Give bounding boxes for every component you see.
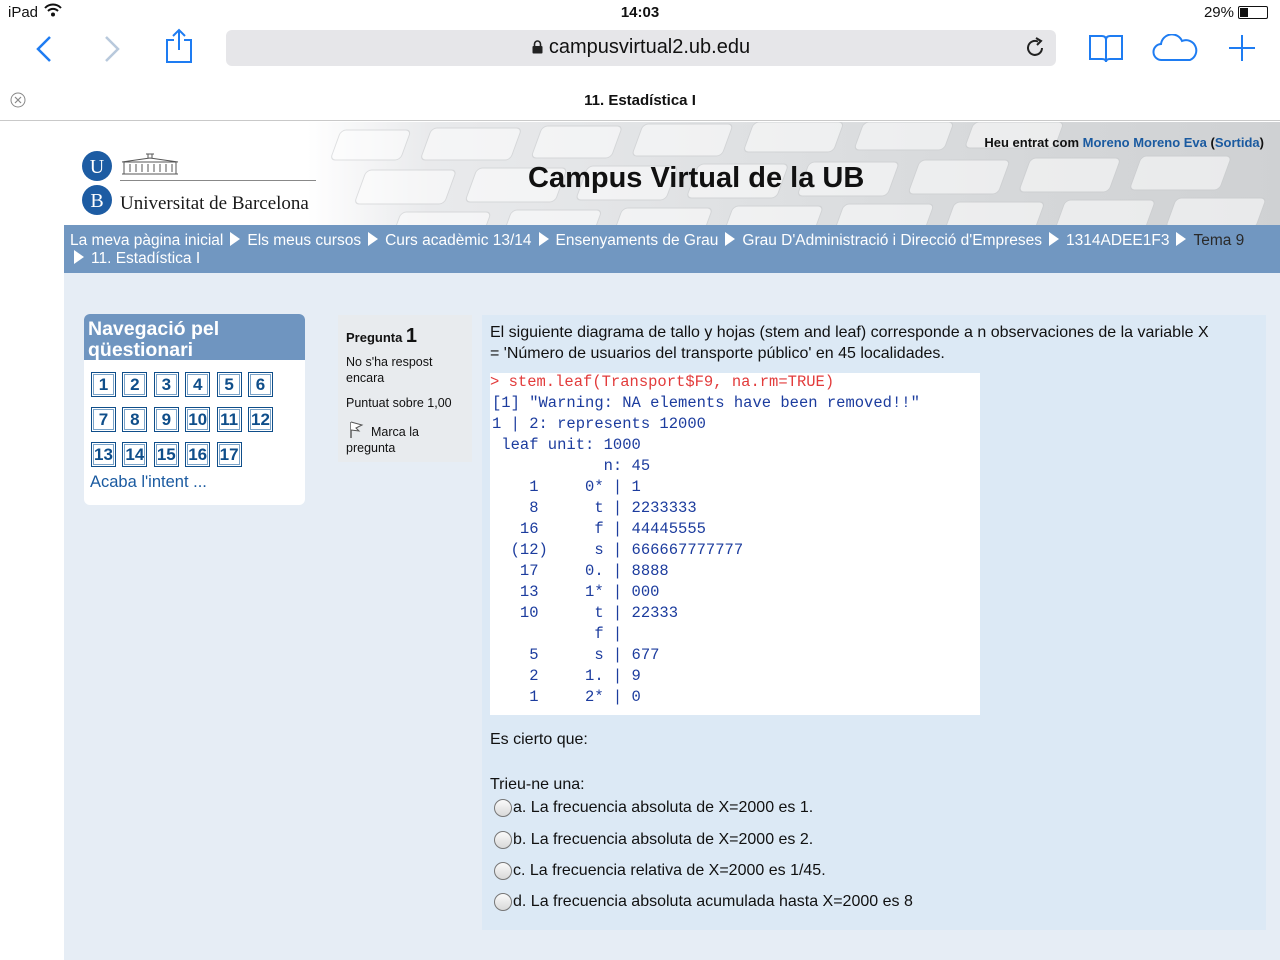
question-nav-button[interactable]: 3: [154, 372, 179, 397]
r-output-line: 1 2* | 0: [492, 688, 641, 706]
answer-option[interactable]: [494, 799, 813, 817]
r-output-line: 10 t | 22333: [492, 604, 679, 622]
logo-letter-b: B: [90, 190, 104, 212]
flag-label-2: pregunta: [346, 441, 396, 455]
plus-icon[interactable]: [1228, 34, 1256, 62]
url-text: campusvirtual2.ub.edu: [548, 36, 751, 58]
reload-icon[interactable]: [1024, 37, 1046, 59]
r-output-line: (12) s | 666667777777: [492, 541, 744, 559]
breadcrumb-academic-year[interactable]: Curs acadèmic 13/14: [385, 232, 532, 249]
quiz-navigation-title-1: Navegació pel: [88, 318, 220, 340]
site-title: Campus Virtual de la UB: [528, 162, 865, 194]
quiz-navigation-header: [84, 314, 305, 360]
breadcrumb-arrow-icon: [230, 232, 240, 246]
r-output-line: 2 1. | 9: [492, 667, 641, 685]
clock: 14:03: [620, 4, 660, 21]
breadcrumb-course-code[interactable]: 1314ADEE1F3: [1066, 232, 1170, 249]
breadcrumb-arrow-icon: [539, 232, 549, 246]
question-label: Pregunta: [346, 330, 403, 345]
question-nav-button[interactable]: 4: [185, 372, 210, 397]
breadcrumb-my-courses[interactable]: Els meus cursos: [247, 232, 362, 249]
r-output-line: 1 0* | 1: [492, 478, 641, 496]
question-nav-button[interactable]: 8: [122, 407, 147, 432]
breadcrumb-arrow-icon: [74, 250, 84, 264]
browser-toolbar: [0, 26, 1280, 82]
question-number: [346, 325, 417, 348]
question-nav-button[interactable]: 2: [122, 372, 147, 397]
answer-option-label: c. La frecuencia relativa de X=2000 es 1/45.: [513, 862, 826, 879]
question-marks: Puntuat sobre 1,00: [346, 396, 452, 410]
user-profile-link[interactable]: Moreno Moreno Eva: [1082, 135, 1207, 150]
r-output-image: [490, 373, 980, 715]
answer-option-label: b. La frecuencia absoluta de X=2000 es 2.: [513, 831, 814, 848]
logo-letter-u: U: [89, 156, 105, 178]
share-icon[interactable]: [164, 28, 194, 64]
choose-one-label: Trieu-ne una:: [490, 776, 585, 793]
university-name: Universitat de Barcelona: [120, 193, 309, 214]
battery-fill: [1240, 8, 1248, 17]
bookmarks-icon[interactable]: [1088, 32, 1124, 64]
breadcrumb: [64, 225, 1280, 273]
question-nav-button[interactable]: 11: [217, 407, 242, 432]
site-header: [64, 122, 1280, 225]
flag-question-button[interactable]: [346, 420, 472, 456]
forward-icon[interactable]: [100, 34, 124, 64]
question-nav-button[interactable]: 7: [91, 407, 116, 432]
breadcrumb-row-1: [70, 232, 1244, 250]
device-name: iPad: [8, 4, 39, 21]
answer-option[interactable]: [494, 831, 813, 849]
cloud-icon[interactable]: [1152, 34, 1198, 62]
tab-title: 11. Estadística I: [584, 92, 696, 109]
question-nav-button[interactable]: 6: [248, 372, 273, 397]
r-output-line: 1 | 2: represents 12000: [492, 415, 706, 433]
r-output-line: 13 1* | 000: [492, 583, 660, 601]
radio-button[interactable]: [494, 799, 512, 817]
address-bar[interactable]: [226, 30, 1056, 66]
radio-button[interactable]: [494, 831, 512, 849]
r-command: > stem.leaf(Transport$F9, na.rm=TRUE): [490, 373, 835, 391]
question-nav-button[interactable]: 13: [91, 442, 116, 467]
university-building-icon: [120, 152, 180, 176]
battery: [1204, 4, 1268, 21]
question-info: [338, 315, 472, 462]
r-output-line: n: 45: [492, 457, 651, 475]
back-icon[interactable]: [32, 34, 56, 64]
breadcrumb-arrow-icon: [368, 232, 378, 246]
breadcrumb-degree[interactable]: Grau D'Administració i Direcció d'Empreses: [742, 232, 1043, 249]
question-prompt: Es cierto que:: [490, 731, 588, 748]
r-output-line: 8 t | 2233333: [492, 499, 697, 517]
breadcrumb-arrow-icon: [725, 232, 735, 246]
flag-label-1: Marca la: [371, 425, 419, 439]
radio-button[interactable]: [494, 862, 512, 880]
ub-logo[interactable]: [80, 150, 320, 220]
question-nav-button[interactable]: 17: [217, 442, 242, 467]
question-nav-button[interactable]: 14: [122, 442, 147, 467]
question-no: 1: [405, 325, 417, 347]
url-display: [226, 36, 1056, 59]
ub-logo-mark: [80, 150, 114, 216]
login-prefix: Heu entrat com: [984, 135, 1080, 150]
r-output-line: f |: [492, 625, 623, 643]
breadcrumb-arrow-icon: [1049, 232, 1059, 246]
answer-option[interactable]: [494, 893, 913, 911]
question-nav-button[interactable]: 15: [154, 442, 179, 467]
battery-percent: 29%: [1203, 4, 1234, 21]
r-output-line: 17 0. | 8888: [492, 562, 669, 580]
quiz-navigation-title-2: qüestionari: [88, 339, 194, 361]
tab-bar: [0, 82, 1280, 121]
r-output-line: 16 f | 44445555: [492, 520, 706, 538]
question-nav-button[interactable]: 1: [91, 372, 116, 397]
breadcrumb-row-2: [74, 250, 200, 268]
r-output-line: 5 s | 677: [492, 646, 660, 664]
question-nav-button[interactable]: 16: [185, 442, 210, 467]
logo-divider: [120, 180, 316, 181]
status-bar: [0, 0, 1280, 26]
answer-option-label: a. La frecuencia absoluta de X=2000 es 1.: [513, 799, 814, 816]
question-nav-button[interactable]: 12: [248, 407, 273, 432]
finish-attempt-link[interactable]: Acaba l'intent ...: [90, 473, 207, 491]
breadcrumb-home[interactable]: La meva pàgina inicial: [70, 232, 224, 249]
r-output-line: leaf unit: 1000: [492, 436, 641, 454]
lock-icon: [532, 40, 543, 54]
breadcrumb-topic[interactable]: Tema 9: [1193, 232, 1245, 249]
r-output-line: [1] "Warning: NA elements have been removed!!": [492, 394, 920, 412]
breadcrumb-current: 11. Estadística I: [91, 250, 201, 267]
radio-button[interactable]: [494, 893, 512, 911]
battery-icon: [1238, 6, 1268, 19]
breadcrumb-arrow-icon: [1176, 232, 1186, 246]
flag-icon: [348, 421, 364, 439]
answer-option-label: d. La frecuencia absoluta acumulada hasta X=2000 es 8: [513, 893, 913, 910]
logout-link[interactable]: Sortida: [1214, 135, 1260, 150]
question-nav-button[interactable]: 5: [217, 372, 242, 397]
question-state-2: encara: [346, 371, 385, 385]
breadcrumb-grau[interactable]: Ensenyaments de Grau: [555, 232, 719, 249]
question-text-line-1: El siguiente diagrama de tallo y hojas (stem and leaf) corresponde a n observaciones de la variable X: [490, 324, 1209, 341]
question-state-1: No s'ha respost: [346, 355, 433, 369]
question-nav-button[interactable]: 9: [154, 407, 179, 432]
login-info: Heu entrat com Moreno Moreno Eva (Sortida): [984, 135, 1264, 150]
question-nav-button[interactable]: 10: [185, 407, 210, 432]
question-text-line-2: = 'Número de usuarios del transporte público' en 45 localidades.: [490, 345, 945, 362]
r-output-lines: [490, 393, 920, 708]
answer-option[interactable]: [494, 862, 826, 880]
